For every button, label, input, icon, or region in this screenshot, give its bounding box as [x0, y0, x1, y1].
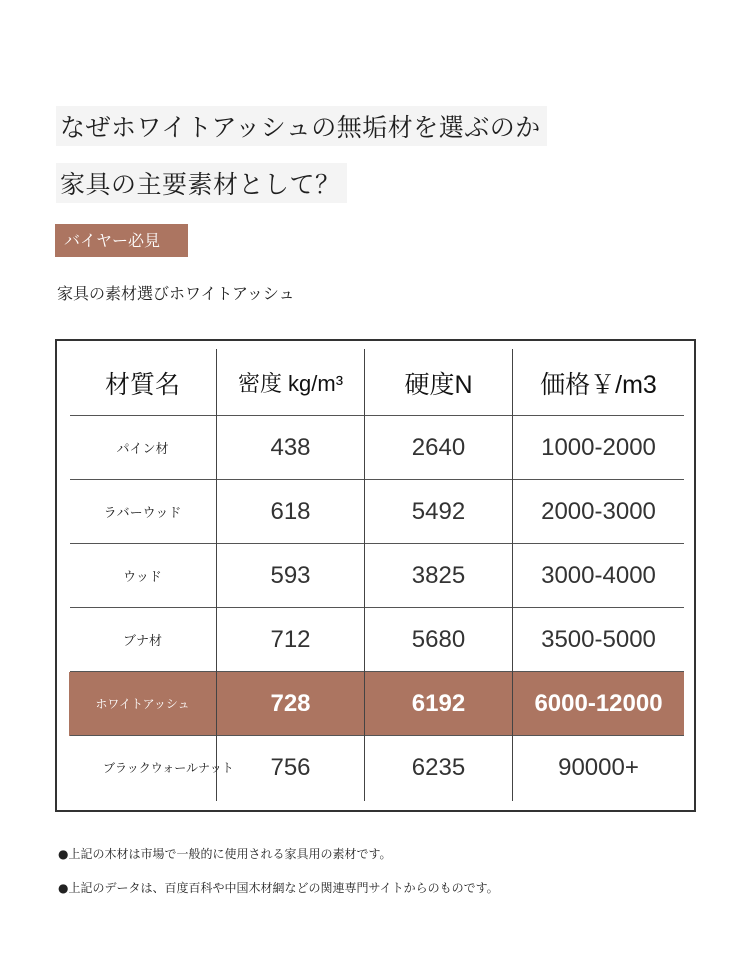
row-name: ラバーウッド	[103, 505, 182, 520]
row-price: 3000-4000	[541, 561, 656, 589]
row-name-highlighted: ホワイトアッシュ	[95, 697, 190, 711]
page-subtitle: 家具の主要素材として？	[56, 163, 347, 203]
row-price: 3500-5000	[541, 625, 656, 653]
row-density: 438	[270, 433, 311, 461]
page-title: なぜホワイトアッシュの無垢材を選ぶのか	[56, 106, 547, 146]
row-name: ブラックウォールナット	[103, 761, 234, 775]
header-hardness: 硬度N	[404, 371, 473, 399]
row-density-highlighted: 728	[270, 689, 311, 717]
row-price: 2000-3000	[541, 497, 656, 525]
row-density: 593	[270, 561, 311, 589]
row-hardness: 5492	[411, 497, 466, 525]
row-hardness: 5680	[411, 625, 466, 653]
row-hardness: 3825	[411, 561, 466, 589]
row-density: 618	[270, 497, 311, 525]
row-density: 712	[270, 625, 311, 653]
row-density: 756	[270, 753, 311, 781]
row-name: ブナ材	[122, 633, 162, 648]
row-price: 90000+	[558, 753, 639, 781]
row-name: パイン材	[116, 441, 169, 456]
row-name: ウッド	[123, 569, 162, 584]
row-hardness: 2640	[411, 433, 466, 461]
footnote: ●上記の木材は市場で一般的に使用される家具用の素材です。	[58, 847, 392, 861]
row-price-highlighted: 6000-12000	[534, 689, 663, 717]
header-price: 価格￥/m3	[540, 371, 657, 399]
row-hardness: 6235	[411, 753, 466, 781]
header-density: 密度 kg/m³	[237, 371, 344, 396]
material-comparison-table	[55, 339, 696, 812]
row-price: 1000-2000	[541, 433, 656, 461]
section-subtitle: 家具の素材選びホワイトアッシュ	[57, 284, 295, 303]
row-hardness-highlighted: 6192	[411, 689, 466, 717]
buyer-badge: バイヤー必見	[55, 224, 188, 257]
header-material: 材質名	[104, 371, 180, 399]
footnote: ●上記のデータは、百度百科や中国木材網などの関連専門サイトからのものです。	[58, 881, 499, 895]
